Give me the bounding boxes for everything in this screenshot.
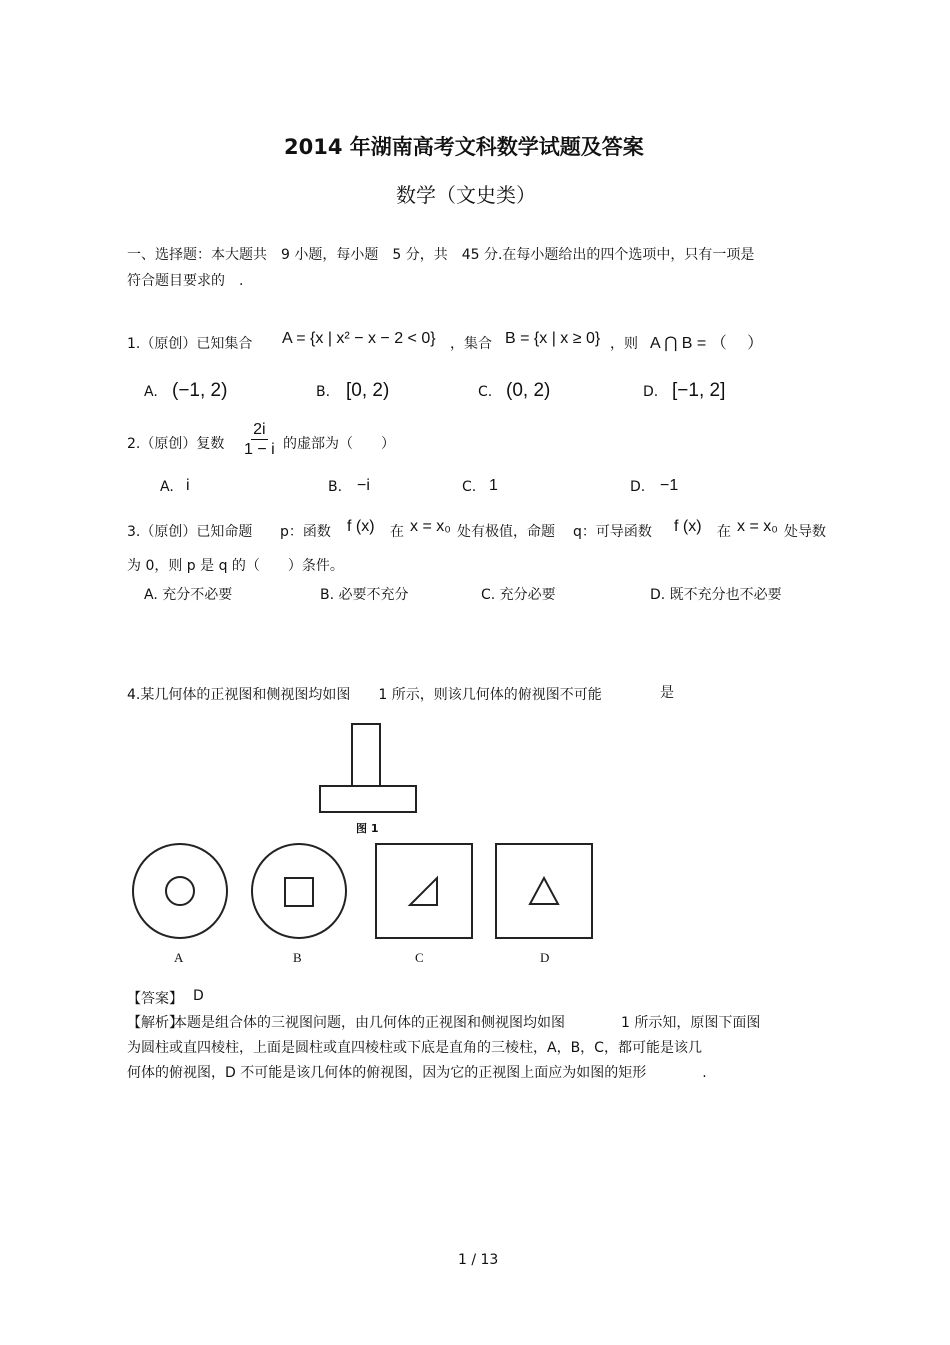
q1-option-a-value: (−1, 2) xyxy=(172,380,228,401)
choice-c-figure xyxy=(376,844,472,938)
q3-extreme: 处有极值，命题 xyxy=(457,524,555,540)
q3-fx2: f (x) xyxy=(674,518,702,535)
q3-option-b: B. 必要不充分 xyxy=(320,587,409,603)
page-title: 2014 年湖南高考文科数学试题及答案 xyxy=(284,135,644,159)
q2-suffix: 的虚部为（ ） xyxy=(283,436,395,452)
q1-ask: A ⋂ B = （ ） xyxy=(650,335,764,352)
q3-at2: 在 xyxy=(717,524,731,540)
page-number: 1 / 13 xyxy=(458,1252,499,1268)
q2-numerator: 2i xyxy=(253,421,266,438)
q1-prefix: 1.（原创）已知集合 xyxy=(127,336,253,352)
answer-value: D xyxy=(193,988,204,1004)
q1-option-c-label: C. xyxy=(478,384,493,400)
q3-option-c: C. 充分必要 xyxy=(481,587,556,603)
q1-set-b: B = {x | x ≥ 0} xyxy=(505,330,601,347)
choice-a-figure xyxy=(133,844,227,938)
q1-option-b-value: [0, 2) xyxy=(346,380,390,401)
q2-option-a-value: i xyxy=(186,477,190,494)
analysis-line2: 为圆柱或直四棱柱，上面是圆柱或直四棱柱或下底是直角的三棱柱，A，B，C，都可能是该几 xyxy=(127,1040,702,1056)
q3-at: 在 xyxy=(390,524,404,540)
q3-line2: 为 0，则 p 是 q 的（ ）条件。 xyxy=(127,558,344,574)
choice-d-label: D xyxy=(540,950,550,965)
q4-text: 4.某几何体的正视图和侧视图均如图 1 所示，则该几何体的俯视图不可能 xyxy=(127,687,602,703)
q3-prefix: 3.（原创）已知命题 xyxy=(127,524,253,540)
q3-option-a: A. 充分不必要 xyxy=(144,587,233,603)
analysis-line3: 何体的俯视图，D 不可能是该几何体的俯视图，因为它的正视图上面应为如图的矩形 . xyxy=(127,1065,707,1081)
analysis-line1: 本题是组合体的三视图问题，由几何体的正视图和侧视图均如图 1 所示知，原图下面图 xyxy=(173,1015,761,1031)
q2-option-d-label: D. xyxy=(630,479,646,495)
analysis-label: 【解析】 xyxy=(127,1015,183,1031)
choice-d-outer-square xyxy=(496,844,592,938)
q2-option-d-value: −1 xyxy=(660,477,679,494)
q3-q: q：可导函数 xyxy=(573,524,652,540)
q1-option-b-label: B. xyxy=(316,384,331,400)
choice-b-figure xyxy=(252,844,346,938)
q2-option-b-value: −i xyxy=(357,477,370,494)
choice-a-inner-circle xyxy=(166,877,194,905)
q2-option-c-label: C. xyxy=(462,479,477,495)
q1-option-d-label: D. xyxy=(643,384,659,400)
q3-option-d: D. 既不充分也不必要 xyxy=(650,587,782,603)
q1-option-a-label: A. xyxy=(144,384,158,400)
q3-deriv: 处导数 xyxy=(784,524,826,540)
q3-fx: f (x) xyxy=(347,518,375,535)
page-subtitle: 数学（文史类） xyxy=(396,183,536,207)
choice-b-label: B xyxy=(293,950,302,965)
choice-d-triangle xyxy=(530,878,558,904)
q3-x0: x = x₀ xyxy=(410,518,451,535)
q2-fraction xyxy=(244,421,275,460)
section-intro-line1: 一、选择题：本大题共 9 小题，每小题 5 分，共 45 分.在每小题给出的四个选项中，只有一项是 xyxy=(127,247,755,263)
q3-p: p：函数 xyxy=(280,524,331,540)
choice-c-right-triangle xyxy=(410,878,437,905)
q4-choice-figures xyxy=(128,842,598,946)
figure-1-caption: 图 1 xyxy=(356,822,379,835)
choice-d-figure xyxy=(496,844,592,938)
choice-b-outer-circle xyxy=(252,844,346,938)
q3-x02: x = x₀ xyxy=(737,518,778,535)
q1-option-c-value: (0, 2) xyxy=(506,380,551,401)
q1-mid: ，集合 xyxy=(450,336,492,352)
q1-set-a: A = {x | x² − x − 2 < 0} xyxy=(282,330,436,347)
choice-b-inner-square xyxy=(285,878,313,906)
answer-label: 【答案】 xyxy=(127,991,183,1007)
q2-option-c-value: 1 xyxy=(489,477,498,494)
q2-option-a-label: A. xyxy=(160,479,174,495)
q2-denominator: 1 − i xyxy=(244,441,275,458)
figure-1-top-rect xyxy=(352,724,380,786)
q4-end: 是 xyxy=(660,685,674,701)
figure-1-base-rect xyxy=(320,786,416,812)
q1-option-d-value: [−1, 2] xyxy=(672,380,726,401)
choice-a-label: A xyxy=(174,950,184,965)
q2-prefix: 2.（原创）复数 xyxy=(127,436,225,452)
section-intro-line2: 符合题目要求的 . xyxy=(127,273,244,289)
choice-c-label: C xyxy=(415,950,424,965)
q1-suffix: ，则 xyxy=(610,336,638,352)
choice-a-outer-circle xyxy=(133,844,227,938)
q2-option-b-label: B. xyxy=(328,479,343,495)
